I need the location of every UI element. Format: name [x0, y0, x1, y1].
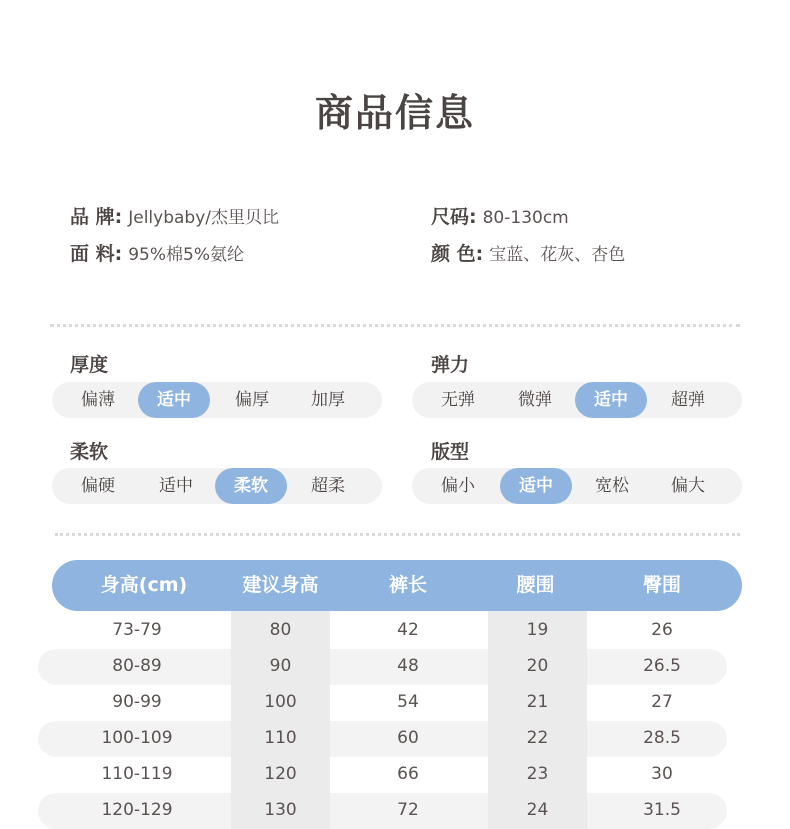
- table-cell: 24: [526, 800, 549, 820]
- table-cell: 72: [397, 800, 419, 820]
- table-header: [52, 560, 742, 611]
- attribute-option: 偏大: [671, 476, 705, 496]
- table-cell: 21: [526, 692, 549, 712]
- color-value: 宝蓝、花灰、杏色: [489, 245, 626, 265]
- brand-label: 品 牌:: [70, 206, 123, 228]
- table-cell: 48: [397, 656, 419, 676]
- attribute-option: 偏厚: [235, 390, 269, 410]
- table-cell: 90: [269, 656, 292, 676]
- attribute-option: 微弹: [518, 390, 552, 410]
- table-cell: 73-79: [112, 620, 162, 640]
- table-cell: 120-129: [101, 800, 173, 820]
- table-cell: 26.5: [643, 656, 681, 676]
- attribute-scale: [412, 468, 742, 504]
- attribute-option: 加厚: [311, 390, 345, 410]
- attribute-scale: [52, 382, 382, 418]
- divider-bottom: [55, 533, 740, 536]
- brand-value: Jellybaby/杰里贝比: [128, 208, 279, 228]
- fabric-label: 面 料:: [70, 243, 123, 265]
- attribute-option-selected: 柔软: [215, 468, 287, 504]
- table-header-cell: 裤长: [388, 574, 427, 596]
- divider-top: [50, 324, 740, 327]
- table-header-cell: 建议身高: [242, 574, 319, 596]
- attribute-title: 版型: [431, 441, 470, 463]
- table-cell: 60: [397, 728, 419, 748]
- table-cell: 110: [264, 728, 297, 748]
- attribute-option: 偏小: [441, 476, 475, 496]
- attribute-title: 弹力: [431, 354, 470, 376]
- table-cell: 31.5: [643, 800, 681, 820]
- table-cell: 66: [397, 764, 419, 784]
- table-cell: 19: [526, 620, 549, 640]
- table-cell: 28.5: [643, 728, 681, 748]
- attribute-title: 厚度: [70, 354, 109, 376]
- size-value: 80-130cm: [482, 208, 569, 228]
- table-cell: 130: [264, 800, 297, 820]
- table-header-cell: 臀围: [642, 574, 681, 596]
- color-label: 颜 色:: [431, 243, 484, 265]
- page-title: 商品信息: [314, 91, 475, 135]
- table-cell: 30: [651, 764, 673, 784]
- table-cell: 26: [651, 620, 673, 640]
- attribute-option: 超柔: [311, 476, 345, 496]
- attribute-option: 偏薄: [81, 390, 115, 410]
- table-cell: 20: [526, 656, 549, 676]
- table-cell: 120: [264, 764, 297, 784]
- attribute-option: 宽松: [595, 476, 629, 496]
- fabric-value: 95%棉5%氨纶: [128, 245, 244, 265]
- attribute-option-selected: 适中: [500, 468, 572, 504]
- attribute-scale: [52, 468, 382, 504]
- size-label: 尺码:: [431, 206, 477, 228]
- table-cell: 110-119: [101, 764, 173, 784]
- fabric-info: [70, 239, 244, 266]
- attribute-option-selected: 适中: [138, 382, 210, 418]
- table-header-cell: 身高(cm): [100, 574, 188, 596]
- attribute-option: 超弹: [671, 390, 705, 410]
- table-cell: 54: [397, 692, 419, 712]
- table-cell: 90-99: [112, 692, 162, 712]
- table-cell: 27: [651, 692, 673, 712]
- table-cell: 100: [264, 692, 297, 712]
- table-cell: 22: [526, 728, 549, 748]
- attribute-option: 偏硬: [81, 476, 115, 496]
- color-info: [431, 239, 625, 266]
- attribute-scale: [412, 382, 742, 418]
- table-cell: 80-89: [112, 656, 162, 676]
- table-cell: 80: [269, 620, 292, 640]
- attribute-option: 无弹: [441, 390, 475, 410]
- table-cell: 100-109: [101, 728, 173, 748]
- attribute-option: 适中: [159, 476, 193, 496]
- table-cell: 23: [526, 764, 549, 784]
- size-info: [431, 202, 569, 229]
- attribute-option-selected: 适中: [575, 382, 647, 418]
- brand-info: [70, 202, 279, 229]
- table-cell: 42: [397, 620, 419, 640]
- attribute-title: 柔软: [70, 441, 109, 463]
- table-header-cell: 腰围: [516, 574, 555, 596]
